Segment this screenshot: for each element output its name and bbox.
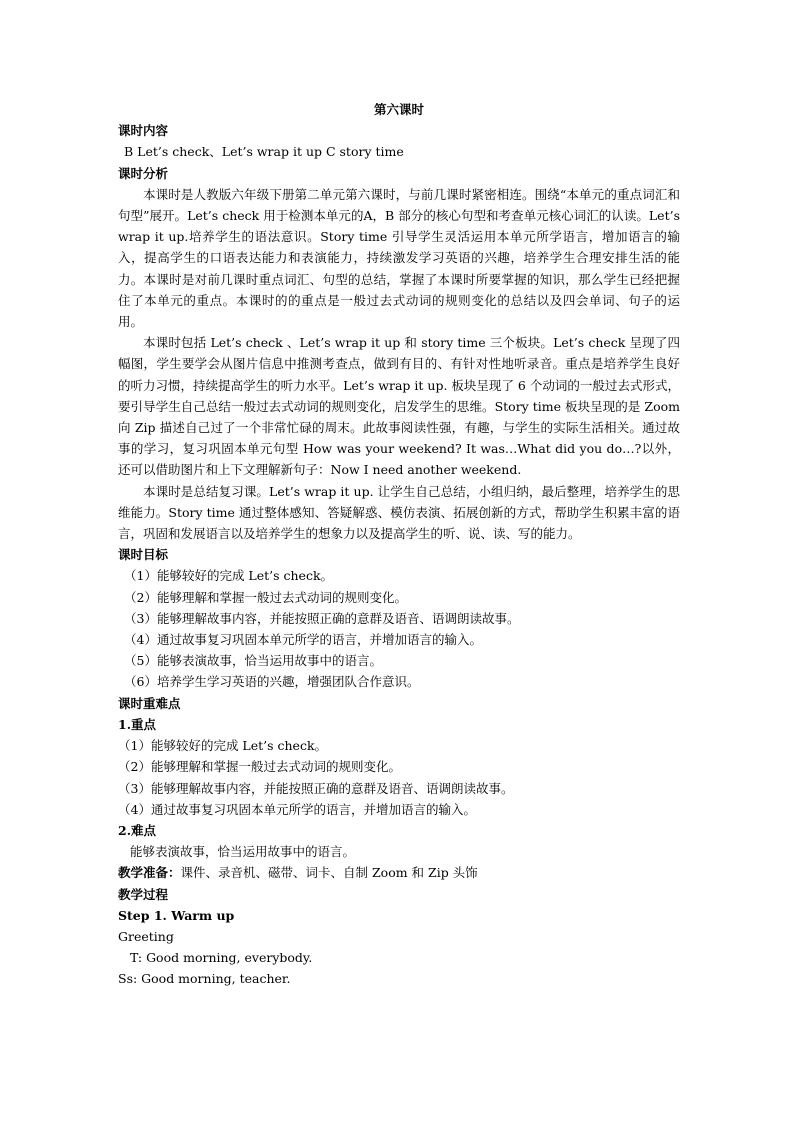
teaching-prep-text: 课件、录音机、磁带、词卡、自制 Zoom 和 Zip 头饰: [180, 865, 478, 881]
analysis-paragraph-1: 本课时是人教版六年级下册第二单元第六课时，与前几课时紧密相连。围绕“本单元的重点词汇和句型”展开。Let’s check 用于检测本单元的A，B 部分的核心句型和考查单元核心词汇的认读。Let’s wrap it up.培养学生的语法意识。Story time 引导学生灵活运用本单元所学语言，增加语言的输入，提高学生的口语表达能力和表演能力，持续激发学习英语的兴趣，培养学生合理安排生活的能力。本课时是对前几课时重点词汇、句型的总结，掌握了本课时所要掌握的知识，那么学生已经把握住了本单元的重点。本课时的的重点是一般过去式动词的规则变化的总结以及四会单词、句子的运用。: [118, 186, 680, 330]
key-point-item: （1）能够较好的完成 Let’s check。: [118, 738, 328, 754]
analysis-paragraph-3: 本课时是总结复习课。Let’s wrap it up. 让学生自己总结，小组归纳，最后整理，培养学生的思维能力。Story time 通过整体感知、答疑解惑、模仿表演、拓展创新的方式，帮助学生积累丰富的语言，巩固和发展语言以及培养学生的想象力以及提高学生的听、说、读、写的能力。: [118, 483, 680, 542]
heading-lesson-analysis: 课时分析: [118, 165, 169, 181]
goal-item: （5）能够表演故事，恰当运用故事中的语言。: [124, 653, 382, 669]
heading-teaching-process: 教学过程: [118, 886, 169, 902]
lesson-title: 第六课时: [373, 102, 424, 117]
goal-item: （6）培养学生学习英语的兴趣，增强团队合作意识。: [124, 674, 420, 690]
lesson-content-line: B Let’s check、Let’s wrap it up C story time: [124, 144, 404, 160]
dialog-teacher: T: Good morning, everybody.: [130, 950, 313, 966]
key-point-item: （4）通过故事复习巩固本单元所学的语言，并增加语言的输入。: [118, 801, 476, 817]
goal-item: （4）通过故事复习巩固本单元所学的语言，并增加语言的输入。: [124, 632, 482, 648]
heading-lesson-goals: 课时目标: [118, 547, 169, 563]
goal-item: （3）能够理解故事内容，并能按照正确的意群及语音、语调朗读故事。: [124, 610, 520, 626]
greeting-label: Greeting: [118, 928, 174, 944]
difficult-points-title: 2.难点: [118, 822, 157, 838]
goal-item: （2）能够理解和掌握一般过去式动词的规则变化。: [124, 589, 407, 605]
dialog-students: Ss: Good morning, teacher.: [118, 971, 291, 987]
key-point-item: （2）能够理解和掌握一般过去式动词的规则变化。: [118, 759, 401, 775]
teaching-prep: [118, 862, 680, 883]
heading-key-difficult: 课时重难点: [118, 695, 181, 711]
teaching-prep-label: 教学准备：: [118, 865, 181, 881]
analysis-paragraph-2: 本课时包括 Let’s check 、Let’s wrap it up 和 story time 三个板块。Let’s check 呈现了四幅图，学生要学会从图片信息中推测考查点，做到有目的、有针对性地听录音。重点是培养学生良好的听力习惯，持续提高学生的听力水平。Let’s wrap it up. 板块呈现了 6 个动词的一般过去式形式，要引导学生自己总结一般过去式动词的规则变化，启发学生的思维。Story time 板块呈现的是 Zoom 向 Zip 描述自己过了一个非常忙碌的周末。此故事阅读性强，有趣，与学生的实际生活相关。通过故事的学习，复习巩固本单元句型 How was your weekend? It was…What did you do…?以外，还可以借助图片和上下文理解新句子：Now I need another weekend.: [118, 335, 680, 478]
key-point-item: （3）能够理解故事内容，并能按照正确的意群及语音、语调朗读故事。: [118, 780, 514, 796]
document-body: [118, 99, 680, 990]
heading-lesson-content: 课时内容: [118, 123, 169, 139]
goal-item: （1）能够较好的完成 Let’s check。: [124, 568, 334, 584]
key-points-title: 1.重点: [118, 716, 157, 732]
step-1-title: Step 1. Warm up: [118, 907, 235, 923]
difficult-point-text: 能够表演故事，恰当运用故事中的语言。: [130, 844, 356, 860]
